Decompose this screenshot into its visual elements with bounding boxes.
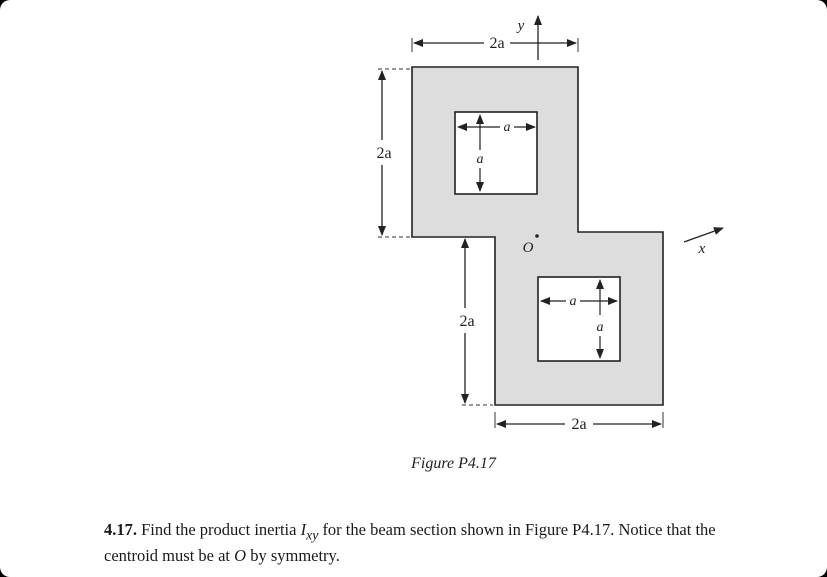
x-axis-label: x bbox=[698, 241, 706, 257]
product-inertia-subscript: xy bbox=[306, 527, 319, 543]
lower-hole bbox=[538, 277, 620, 361]
y-axis-label: y bbox=[517, 18, 525, 34]
bottom-width-label: 2a bbox=[571, 416, 587, 433]
top-width-dimension bbox=[414, 35, 576, 52]
lower-left-height-label: 2a bbox=[459, 313, 475, 330]
problem-text-1: Find the product inertia bbox=[137, 520, 301, 539]
problem-statement bbox=[104, 519, 744, 566]
centroid-label: O bbox=[522, 240, 534, 256]
centroid-dot bbox=[535, 234, 539, 238]
problem-text-2: for the beam section shown in Figure P4.17. Notice that the centroid must be at bbox=[104, 520, 716, 566]
figure-caption: Figure P4.17 bbox=[411, 455, 496, 472]
left-height-label: 2a bbox=[376, 145, 392, 162]
upper-hole bbox=[455, 112, 537, 194]
problem-number: 4.17. bbox=[104, 520, 137, 539]
top-width-label: 2a bbox=[489, 35, 505, 52]
lower-left-height-dimension bbox=[459, 239, 474, 403]
product-inertia-symbol: I bbox=[300, 520, 307, 539]
upper-hole-width-label: a bbox=[503, 120, 511, 135]
problem-text-3: by symmetry. bbox=[246, 546, 340, 566]
lower-hole-width-label: a bbox=[569, 294, 577, 309]
x-axis bbox=[684, 228, 723, 257]
lower-hole-height-label: a bbox=[596, 320, 604, 335]
bottom-width-dimension bbox=[497, 416, 661, 433]
upper-hole-height-label: a bbox=[476, 152, 484, 167]
centroid-symbol: O bbox=[234, 546, 247, 566]
y-axis bbox=[516, 16, 538, 60]
left-height-dimension bbox=[376, 71, 391, 235]
